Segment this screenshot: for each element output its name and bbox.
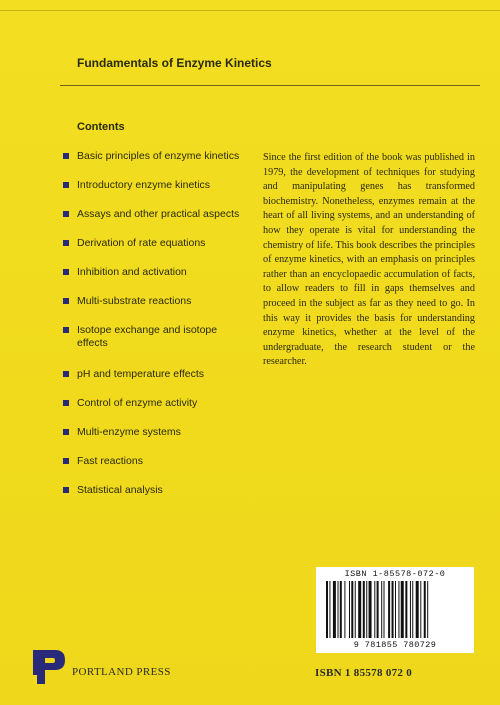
bullet-icon [63,240,69,246]
publisher-name: PORTLAND PRESS [72,666,171,678]
top-divider [0,10,500,11]
bullet-icon [63,269,69,275]
barcode-bars [326,581,466,638]
book-title: Fundamentals of Enzyme Kinetics [77,56,272,70]
bullet-icon [63,487,69,493]
bullet-icon [63,182,69,188]
barcode-number: 9 781855 780729 [353,640,437,650]
bullet-icon [63,400,69,406]
bullet-icon [63,298,69,304]
bullet-icon [63,371,69,377]
isbn-footer: ISBN 1 85578 072 0 [315,667,413,679]
description-blurb: Since the first edition of the book was published in 1979, the development of techniques for studying and manipulating genes has transformed biochemistry. Nonetheless, enzymes remain at the heart of all living systems, and an understanding of how they operate is vital for understanding the chemistry of life. This book describes the principles of enzyme kinetics, with an emphasis on principles rather than an encyclopaedic accumulation of facts, to allow readers to fill in gaps themselves and proceed in the subject as far as they need to go. In this way it provides the basis for understanding enzyme kinetics, whether at the level of the undergraduate, the research student or the researcher. [263,152,475,368]
bullet-icon [63,153,69,159]
bullet-icon [63,458,69,464]
contents-heading: Contents [77,121,125,133]
bullet-icon [63,327,69,333]
title-rule [60,85,480,86]
isbn-barcode [316,567,474,653]
portland-press-logo-icon [31,648,67,686]
back-cover: Fundamentals of Enzyme Kinetics Contents Basic principles of enzyme kinetics Introductory enzyme kinetics Assays and other practical aspects Derivation of rate equations Inhibition and activation Multi-substrate reactions Isotope exchange and isotope effects pH and temperature effects Control of enzyme activity Multi-enzyme systems Fast reactions Statistical analysis Since the first edition of the book was published in 1979, the development of techniques for studying and manipulating genes has transformed biochemistry. Nonetheless, enzymes remain at the heart of all living systems, and an understanding of how they operate is vital for understanding the chemistry of life. This book describes the principles of enzyme kinetics, with an emphasis on principles rather than an encyclopaedic accumulation of facts, to allow readers to fill in gaps themselves and proceed in the subject as far as they need to go. In this way it provides the basis for understanding enzyme kinetics, whether at the level of the undergraduate, the research student or the researcher. ISBN 1-85578-072-0 9 781855 780729 PORTLAND PRESS ISBN 1 85578 072 0 [0,0,500,705]
bullet-icon [63,429,69,435]
barcode-isbn-text: ISBN 1-85578-072-0 [344,569,446,579]
bullet-icon [63,211,69,217]
